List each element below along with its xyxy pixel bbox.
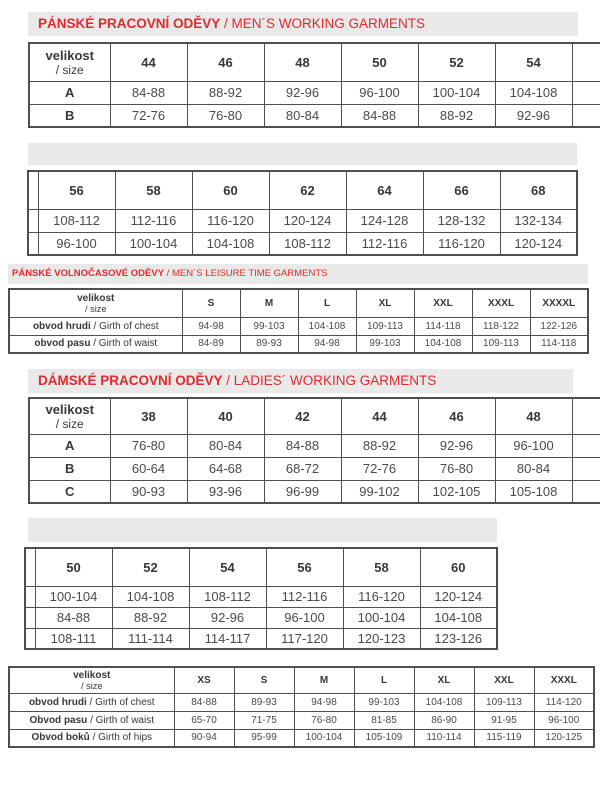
size-value-cell: 84-88 — [110, 81, 187, 104]
row-label-english: / Girth of chest — [86, 696, 155, 708]
size-column-header: 56 — [266, 548, 343, 586]
size-column-header: 66 — [423, 171, 500, 209]
size-value-cell: 100-104 — [418, 81, 495, 104]
size-header-row — [29, 398, 600, 434]
clipped-cell — [572, 104, 600, 127]
size-value-cell: 104-108 — [192, 232, 269, 255]
row-label-czech: A — [65, 438, 75, 453]
size-value-cell: 80-84 — [264, 104, 341, 127]
men-working-sizes-table-2 — [27, 170, 578, 256]
size-value-cell: 99-103 — [240, 317, 298, 335]
size-label-header — [9, 667, 174, 693]
heading-men-leisure-english: / MEN´S LEISURE TIME GARMENTS — [164, 268, 328, 279]
size-value-cell: 104-108 — [414, 693, 474, 711]
size-value-cell: 120-123 — [343, 628, 420, 649]
row-label-czech: C — [65, 483, 75, 499]
size-value-cell: 116-120 — [192, 209, 269, 232]
size-column-header: S — [182, 289, 240, 317]
size-value-cell: 102-105 — [418, 480, 495, 503]
size-column-header: 60 — [420, 548, 497, 586]
row-label — [9, 729, 174, 747]
clipped-cell — [572, 81, 600, 104]
size-column-header: 62 — [269, 171, 346, 209]
size-value-cell: 114-118 — [530, 335, 588, 353]
heading-men-working-english: / MEN´S WORKING GARMENTS — [220, 16, 426, 31]
size-column-header: 64 — [346, 171, 423, 209]
size-sublabel: / size — [55, 416, 84, 431]
row-label — [9, 693, 174, 711]
clipped-cell — [25, 607, 35, 628]
size-value-cell: 71-75 — [234, 711, 294, 729]
size-value-cell: 112-116 — [115, 209, 192, 232]
row-label-czech: B — [65, 461, 75, 476]
size-value-cell: 112-116 — [266, 586, 343, 607]
measurement-row — [29, 434, 600, 457]
size-value-cell: 72-76 — [110, 104, 187, 127]
size-column-header: 46 — [418, 398, 495, 434]
size-value-cell: 89-93 — [234, 693, 294, 711]
size-column-header: L — [298, 289, 356, 317]
ladies-working-sizes-table-2 — [24, 547, 498, 650]
row-label-english: / Girth of waist — [87, 714, 154, 726]
size-column-header: 60 — [192, 171, 269, 209]
row-label-czech: obvod hrudi — [32, 320, 91, 332]
size-value-cell: 122-126 — [530, 317, 588, 335]
size-value-cell: 105-109 — [354, 729, 414, 747]
row-label — [9, 711, 174, 729]
heading-ladies-working-english: / LADIES´ WORKING GARMENTS — [222, 373, 437, 388]
size-value-cell: 91-95 — [474, 711, 534, 729]
size-column-header: S — [234, 667, 294, 693]
size-value-cell: 94-98 — [294, 693, 354, 711]
size-value-cell: 104-108 — [112, 586, 189, 607]
size-value-cell: 84-88 — [341, 104, 418, 127]
size-column-header: 50 — [341, 43, 418, 81]
size-value-cell: 94-98 — [182, 317, 240, 335]
size-header-row — [9, 289, 588, 317]
velikost-label: velikost — [77, 292, 115, 304]
size-value-cell: 115-119 — [474, 729, 534, 747]
size-column-header: XL — [356, 289, 414, 317]
size-value-cell: 90-94 — [174, 729, 234, 747]
measurement-row — [25, 628, 497, 649]
size-value-cell: 123-126 — [420, 628, 497, 649]
size-value-cell: 112-116 — [346, 232, 423, 255]
size-value-cell: 109-113 — [472, 335, 530, 353]
size-value-cell: 114-120 — [534, 693, 594, 711]
velikost-label: velikost — [73, 669, 111, 681]
separator-band-ladies — [28, 518, 497, 542]
size-column-header: XXXL — [472, 289, 530, 317]
size-value-cell: 96-100 — [266, 607, 343, 628]
size-column-header: 54 — [189, 548, 266, 586]
size-column-header: L — [354, 667, 414, 693]
clipped-column-header — [25, 548, 35, 586]
size-value-cell: 90-93 — [110, 480, 187, 503]
size-value-cell: 120-124 — [500, 232, 577, 255]
size-column-header: XXXXL — [530, 289, 588, 317]
size-value-cell: 117-120 — [266, 628, 343, 649]
size-value-cell: 109-113 — [474, 693, 534, 711]
size-value-cell: 108-111 — [35, 628, 112, 649]
size-column-header: XL — [414, 667, 474, 693]
size-value-cell: 92-96 — [495, 104, 572, 127]
size-column-header: 44 — [110, 43, 187, 81]
size-value-cell: 84-88 — [174, 693, 234, 711]
clipped-cell — [25, 628, 35, 649]
size-value-cell: 76-80 — [418, 457, 495, 480]
size-value-cell: 65-70 — [174, 711, 234, 729]
size-value-cell: 96-100 — [341, 81, 418, 104]
size-column-header: 58 — [115, 171, 192, 209]
size-column-header: M — [294, 667, 354, 693]
size-value-cell: 120-124 — [420, 586, 497, 607]
heading-men-working — [28, 12, 578, 36]
size-value-cell: 64-68 — [187, 457, 264, 480]
size-value-cell: 92-96 — [189, 607, 266, 628]
size-value-cell: 108-112 — [189, 586, 266, 607]
size-label-header — [29, 398, 110, 434]
row-label-czech: A — [65, 85, 75, 100]
size-value-cell: 84-88 — [35, 607, 112, 628]
size-value-cell: 84-88 — [264, 434, 341, 457]
ladies-leisure-sizes-table — [8, 666, 595, 748]
size-value-cell: 96-100 — [38, 232, 115, 255]
size-column-header: 42 — [264, 398, 341, 434]
separator-band-men — [28, 143, 577, 165]
row-label-english: / Girth of waist — [90, 338, 158, 350]
clipped-column-header — [572, 43, 600, 81]
size-column-header: 52 — [418, 43, 495, 81]
measurement-row — [29, 81, 600, 104]
measurement-row — [9, 693, 594, 711]
size-column-header: 40 — [187, 398, 264, 434]
row-label — [29, 457, 110, 480]
row-label — [29, 104, 110, 127]
size-column-header: 56 — [38, 171, 115, 209]
clipped-cell — [28, 232, 38, 255]
ladies-working-sizes-table-1 — [28, 397, 600, 504]
heading-ladies-working — [28, 369, 573, 393]
size-sublabel: / size — [81, 680, 103, 691]
size-value-cell: 88-92 — [418, 104, 495, 127]
size-value-cell: 93-96 — [187, 480, 264, 503]
size-value-cell: 84-89 — [182, 335, 240, 353]
size-value-cell: 100-104 — [343, 607, 420, 628]
clipped-cell — [572, 434, 600, 457]
size-value-cell: 88-92 — [112, 607, 189, 628]
size-value-cell: 99-102 — [341, 480, 418, 503]
size-column-header: 50 — [35, 548, 112, 586]
size-label-header — [9, 289, 182, 317]
size-value-cell: 110-114 — [414, 729, 474, 747]
size-value-cell: 80-84 — [495, 457, 572, 480]
velikost-label: velikost — [45, 47, 94, 63]
row-label — [9, 317, 182, 335]
size-value-cell: 120-125 — [534, 729, 594, 747]
size-value-cell: 96-99 — [264, 480, 341, 503]
size-column-header: 44 — [341, 398, 418, 434]
measurement-row — [9, 729, 594, 747]
row-label — [29, 81, 110, 104]
measurement-row — [28, 232, 577, 255]
size-value-cell: 111-114 — [112, 628, 189, 649]
size-column-header: XXXL — [534, 667, 594, 693]
size-value-cell: 94-98 — [298, 335, 356, 353]
size-value-cell: 95-99 — [234, 729, 294, 747]
size-value-cell: 76-80 — [187, 104, 264, 127]
size-header-row — [25, 548, 497, 586]
measurement-row — [29, 457, 600, 480]
size-value-cell: 109-113 — [356, 317, 414, 335]
size-value-cell: 96-100 — [495, 434, 572, 457]
measurement-row — [25, 607, 497, 628]
size-column-header: XS — [174, 667, 234, 693]
size-label-header — [29, 43, 110, 81]
size-column-header: 38 — [110, 398, 187, 434]
row-label — [9, 335, 182, 353]
size-value-cell: 104-108 — [298, 317, 356, 335]
size-value-cell: 124-128 — [346, 209, 423, 232]
size-value-cell: 114-118 — [414, 317, 472, 335]
measurement-row — [25, 586, 497, 607]
men-working-sizes-table-1 — [28, 42, 600, 128]
heading-ladies-working-czech: DÁMSKÉ PRACOVNÍ ODĚVY — [38, 373, 223, 388]
size-column-header: 68 — [500, 171, 577, 209]
size-column-header: 46 — [187, 43, 264, 81]
size-value-cell: 60-64 — [110, 457, 187, 480]
size-value-cell: 104-108 — [495, 81, 572, 104]
size-value-cell: 128-132 — [423, 209, 500, 232]
size-value-cell: 68-72 — [264, 457, 341, 480]
size-value-cell: 88-92 — [187, 81, 264, 104]
size-column-header: 48 — [495, 398, 572, 434]
row-label-english: / Girth of chest — [90, 320, 159, 332]
size-column-header: XXL — [414, 289, 472, 317]
size-value-cell: 104-108 — [414, 335, 472, 353]
measurement-row — [29, 104, 600, 127]
size-column-header: 52 — [112, 548, 189, 586]
size-value-cell: 105-108 — [495, 480, 572, 503]
size-value-cell: 76-80 — [110, 434, 187, 457]
size-column-header: M — [240, 289, 298, 317]
men-leisure-sizes-table — [8, 288, 589, 354]
size-header-row — [28, 171, 577, 209]
size-value-cell: 89-93 — [240, 335, 298, 353]
heading-men-working-czech: PÁNSKÉ PRACOVNÍ ODĚVY — [38, 16, 221, 31]
heading-men-leisure-czech: PÁNSKÉ VOLNOČASOVÉ ODĚVY — [12, 268, 165, 279]
size-value-cell: 76-80 — [294, 711, 354, 729]
size-sublabel: / size — [55, 62, 84, 77]
size-value-cell: 116-120 — [343, 586, 420, 607]
size-value-cell: 108-112 — [269, 232, 346, 255]
row-label-czech: Obvod pasu — [29, 714, 88, 726]
clipped-cell — [28, 209, 38, 232]
size-header-row — [29, 43, 600, 81]
size-value-cell: 92-96 — [418, 434, 495, 457]
row-label-czech: Obvod boků — [31, 732, 90, 744]
size-column-header: XXL — [474, 667, 534, 693]
velikost-label: velikost — [45, 401, 94, 417]
clipped-column-header — [28, 171, 38, 209]
size-value-cell: 116-120 — [423, 232, 500, 255]
size-value-cell: 120-124 — [269, 209, 346, 232]
size-value-cell: 72-76 — [341, 457, 418, 480]
size-sublabel: / size — [85, 303, 107, 314]
row-label-english: / Girth of hips — [89, 732, 153, 744]
size-value-cell: 86-90 — [414, 711, 474, 729]
size-value-cell: 108-112 — [38, 209, 115, 232]
size-value-cell: 114-117 — [189, 628, 266, 649]
row-label-czech: obvod pasu — [34, 338, 91, 350]
heading-men-leisure — [8, 264, 588, 284]
clipped-cell — [25, 586, 35, 607]
size-column-header: 58 — [343, 548, 420, 586]
measurement-row — [9, 335, 588, 353]
measurement-row — [9, 317, 588, 335]
size-value-cell: 80-84 — [187, 434, 264, 457]
size-value-cell: 99-103 — [356, 335, 414, 353]
size-value-cell: 100-104 — [294, 729, 354, 747]
size-value-cell: 100-104 — [35, 586, 112, 607]
row-label-czech: obvod hrudi — [28, 696, 87, 708]
measurement-row — [28, 209, 577, 232]
measurement-row — [29, 480, 600, 503]
size-value-cell: 88-92 — [341, 434, 418, 457]
clipped-column-header — [572, 398, 600, 434]
size-value-cell: 104-108 — [420, 607, 497, 628]
size-value-cell: 100-104 — [115, 232, 192, 255]
size-value-cell: 132-134 — [500, 209, 577, 232]
row-label — [29, 434, 110, 457]
size-value-cell: 99-103 — [354, 693, 414, 711]
measurement-row — [9, 711, 594, 729]
row-label — [29, 480, 110, 503]
size-value-cell: 118-122 — [472, 317, 530, 335]
row-label-czech: B — [65, 107, 75, 123]
size-header-row — [9, 667, 594, 693]
size-value-cell: 92-96 — [264, 81, 341, 104]
size-value-cell: 81-85 — [354, 711, 414, 729]
clipped-cell — [572, 457, 600, 480]
size-column-header: 54 — [495, 43, 572, 81]
size-value-cell: 96-100 — [534, 711, 594, 729]
clipped-cell — [572, 480, 600, 503]
size-column-header: 48 — [264, 43, 341, 81]
